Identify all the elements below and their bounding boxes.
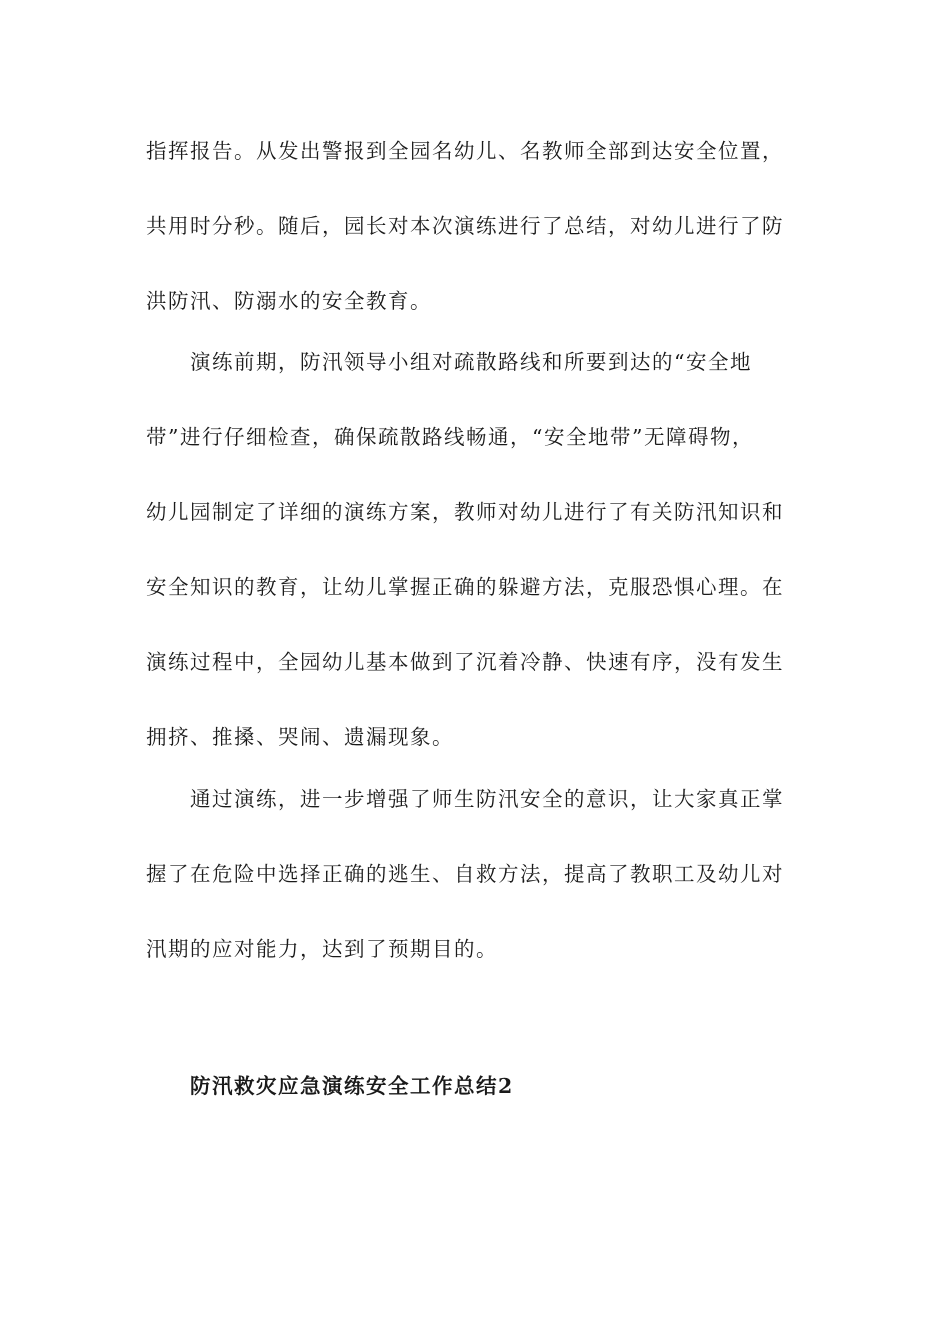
paragraph-line: 安全知识的教育，让幼儿掌握正确的躲避方法，克服恐惧心理。在 — [146, 575, 784, 599]
paragraph-line: 演练过程中，全园幼儿基本做到了沉着冷静、快速有序，没有发生 — [146, 650, 784, 674]
paragraph-line: 通过演练，进一步增强了师生防汛安全的意识，让大家真正掌 — [190, 787, 784, 811]
paragraph-line: 拥挤、推搡、哭闹、遗漏现象。 — [146, 725, 454, 749]
paragraph-line: 握了在危险中选择正确的逃生、自救方法，提高了教职工及幼儿对 — [146, 862, 784, 886]
paragraph-line: 幼儿园制定了详细的演练方案，教师对幼儿进行了有关防汛知识和 — [146, 500, 784, 524]
paragraph-line: 演练前期，防汛领导小组对疏散路线和所要到达的“安全地 — [190, 350, 752, 374]
paragraph-line: 共用时分秒。随后，园长对本次演练进行了总结，对幼儿进行了防 — [146, 214, 784, 238]
section-heading: 防汛救灾应急演练安全工作总结2 — [190, 1074, 514, 1098]
paragraph-line: 指挥报告。从发出警报到全园名幼儿、名教师全部到达安全位置， — [146, 139, 784, 163]
paragraph-line: 带”进行仔细检查，确保疏散路线畅通，“安全地带”无障碍物， — [146, 425, 754, 449]
paragraph-line: 汛期的应对能力，达到了预期目的。 — [146, 937, 498, 961]
paragraph-line: 洪防汛、防溺水的安全教育。 — [146, 289, 432, 313]
